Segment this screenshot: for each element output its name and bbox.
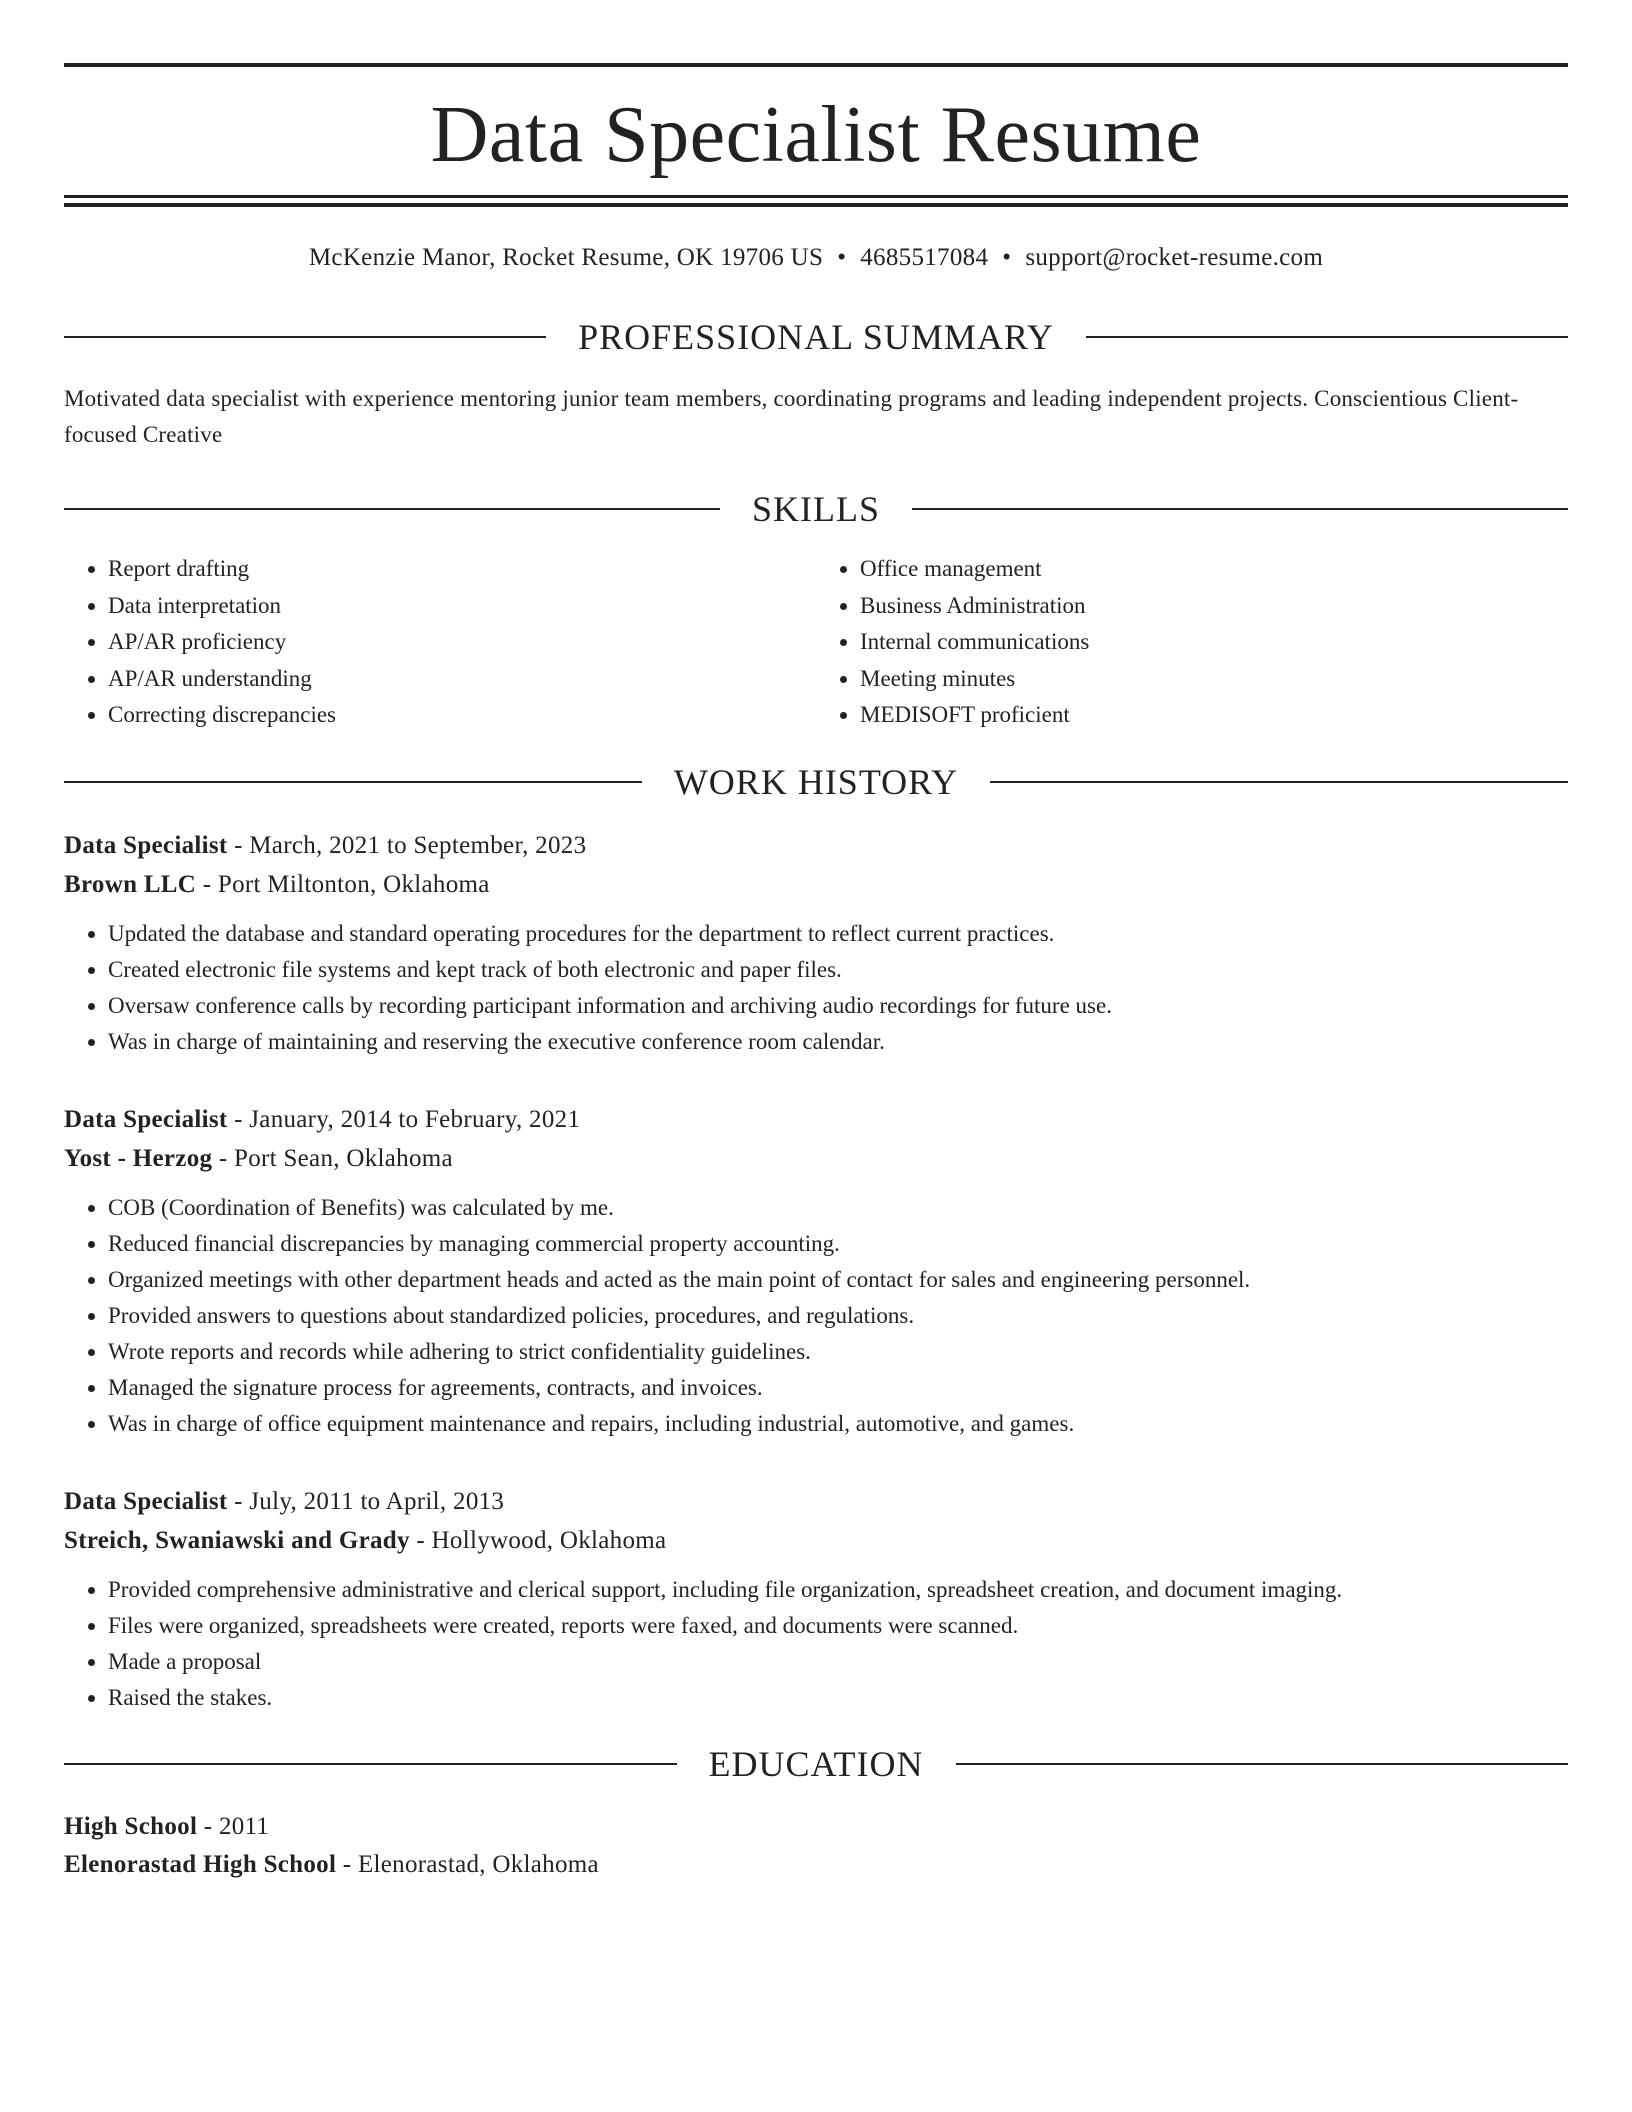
job-bullet: • Organized meetings with other department heads and acted as the main point of contact for sales and engineering personnel. (108, 1262, 1568, 1298)
job-bullet: • Created electronic file systems and kept track of both electronic and paper files. (108, 952, 1568, 988)
job-dates: July, 2011 to April, 2013 (249, 1487, 505, 1515)
divider-line (64, 781, 642, 783)
job-bullet: • Updated the database and standard operating procedures for the department to reflect current practices. (108, 916, 1568, 952)
work-section-header (64, 762, 1568, 802)
resume-page (64, 0, 1568, 1884)
job-bullet: • Files were organized, spreadsheets were created, reports were faxed, and documents were scanned. (108, 1608, 1568, 1644)
job-bullet: • Raised the stakes. (108, 1680, 1568, 1716)
job-entry (64, 1100, 1568, 1442)
dash: - (197, 1812, 219, 1840)
page-title: Data Specialist Resume (430, 91, 1202, 179)
skill-item: • Office management (860, 551, 1568, 588)
job-location: Port Miltonton, Oklahoma (217, 870, 490, 898)
job-title: Data Specialist (64, 1487, 228, 1515)
education-degree: High School (64, 1812, 198, 1840)
dash: - (212, 1144, 235, 1172)
job-title: Data Specialist (64, 831, 228, 859)
contact-email: support@rocket-resume.com (1025, 244, 1324, 271)
job-dates: January, 2014 to February, 2021 (249, 1105, 581, 1133)
education-school: Elenorastad High School (64, 1850, 337, 1878)
skill-item: • Meeting minutes (860, 661, 1568, 698)
job-company-line (64, 865, 1568, 904)
skill-item: • Data interpretation (108, 588, 816, 625)
education-section-header (64, 1744, 1568, 1784)
education-year: 2011 (218, 1812, 270, 1840)
summary-text: Motivated data specialist with experience mentoring junior team members, coordinating programs and leading independent projects. Conscientious Client-focused Creative (64, 386, 1519, 447)
contact-address: McKenzie Manor, Rocket Resume, OK 19706 US (308, 244, 824, 271)
job-title-line (64, 1482, 1568, 1521)
contact-separator: • (1002, 244, 1012, 271)
job-bullet: • Wrote reports and records while adhering to strict confidentiality guidelines. (108, 1334, 1568, 1370)
dash: - (227, 1105, 250, 1133)
contact-separator: • (837, 244, 847, 271)
skill-item: • Business Administration (860, 588, 1568, 625)
job-bullet: • Provided comprehensive administrative and clerical support, including file organization, spreadsheet creation, and document imaging. (108, 1572, 1568, 1608)
job-company-line (64, 1139, 1568, 1178)
dash: - (336, 1850, 358, 1878)
job-bullets (64, 916, 1568, 1060)
education-entry (64, 1808, 1568, 1884)
job-bullet: • Provided answers to questions about standardized policies, procedures, and regulations. (108, 1298, 1568, 1334)
skill-item: • Correcting discrepancies (108, 697, 816, 734)
dash: - (227, 1487, 250, 1515)
job-company: Yost - Herzog (64, 1144, 213, 1172)
job-company: Brown LLC (64, 870, 197, 898)
section-heading: WORK HISTORY (673, 761, 959, 802)
divider-line (1086, 336, 1568, 338)
divider-line (990, 781, 1568, 783)
job-bullet: • Was in charge of maintaining and reserving the executive conference room calendar. (108, 1024, 1568, 1060)
section-heading: PROFESSIONAL SUMMARY (578, 317, 1054, 357)
job-bullet: • COB (Coordination of Benefits) was calculated by me. (108, 1190, 1568, 1226)
divider-line (64, 1763, 677, 1765)
job-title: Data Specialist (64, 1105, 228, 1133)
contact-phone: 4685517084 (860, 244, 989, 271)
job-title-line (64, 1100, 1568, 1139)
divider-line (956, 1763, 1569, 1765)
job-company: Streich, Swaniawski and Grady (64, 1526, 410, 1554)
skill-item: • AP/AR proficiency (108, 624, 816, 661)
contact-line (64, 243, 1568, 273)
skills-column-left (64, 551, 816, 734)
dash: - (196, 870, 218, 898)
job-dates: March, 2021 to September, 2023 (249, 831, 587, 859)
skill-item: • Report drafting (108, 551, 816, 588)
summary-section-header (64, 317, 1568, 357)
job-entry (64, 826, 1568, 1060)
job-bullets (64, 1190, 1568, 1442)
education-school-line (64, 1846, 1568, 1884)
job-bullets (64, 1572, 1568, 1716)
skills-column-right (816, 551, 1568, 734)
dash: - (409, 1526, 432, 1554)
dash: - (227, 831, 250, 859)
skills-section-header (64, 489, 1568, 529)
job-entry (64, 1482, 1568, 1716)
job-title-line (64, 826, 1568, 865)
section-heading: EDUCATION (708, 1743, 924, 1784)
education-degree-line (64, 1808, 1568, 1846)
job-bullet: • Managed the signature process for agreements, contracts, and invoices. (108, 1370, 1568, 1406)
job-location: Port Sean, Oklahoma (234, 1144, 453, 1172)
divider-line (64, 508, 720, 510)
job-bullet: • Made a proposal (108, 1644, 1568, 1680)
job-bullet: • Oversaw conference calls by recording participant information and archiving audio recordings for future use. (108, 988, 1568, 1024)
skills-list (64, 551, 1568, 734)
education-location: Elenorastad, Oklahoma (357, 1850, 599, 1878)
job-location: Hollywood, Oklahoma (431, 1526, 667, 1554)
divider-line (912, 508, 1568, 510)
skill-item: • Internal communications (860, 624, 1568, 661)
divider-line (64, 336, 546, 338)
job-bullet: • Was in charge of office equipment maintenance and repairs, including industrial, automotive, and games. (108, 1406, 1568, 1442)
job-company-line (64, 1521, 1568, 1560)
title-rule-lower (64, 203, 1568, 207)
skill-item: • MEDISOFT proficient (860, 697, 1568, 734)
job-bullet: • Reduced financial discrepancies by managing commercial property accounting. (108, 1226, 1568, 1262)
section-heading: SKILLS (752, 489, 881, 529)
title-rule-upper (64, 195, 1568, 198)
skill-item: • AP/AR understanding (108, 661, 816, 698)
